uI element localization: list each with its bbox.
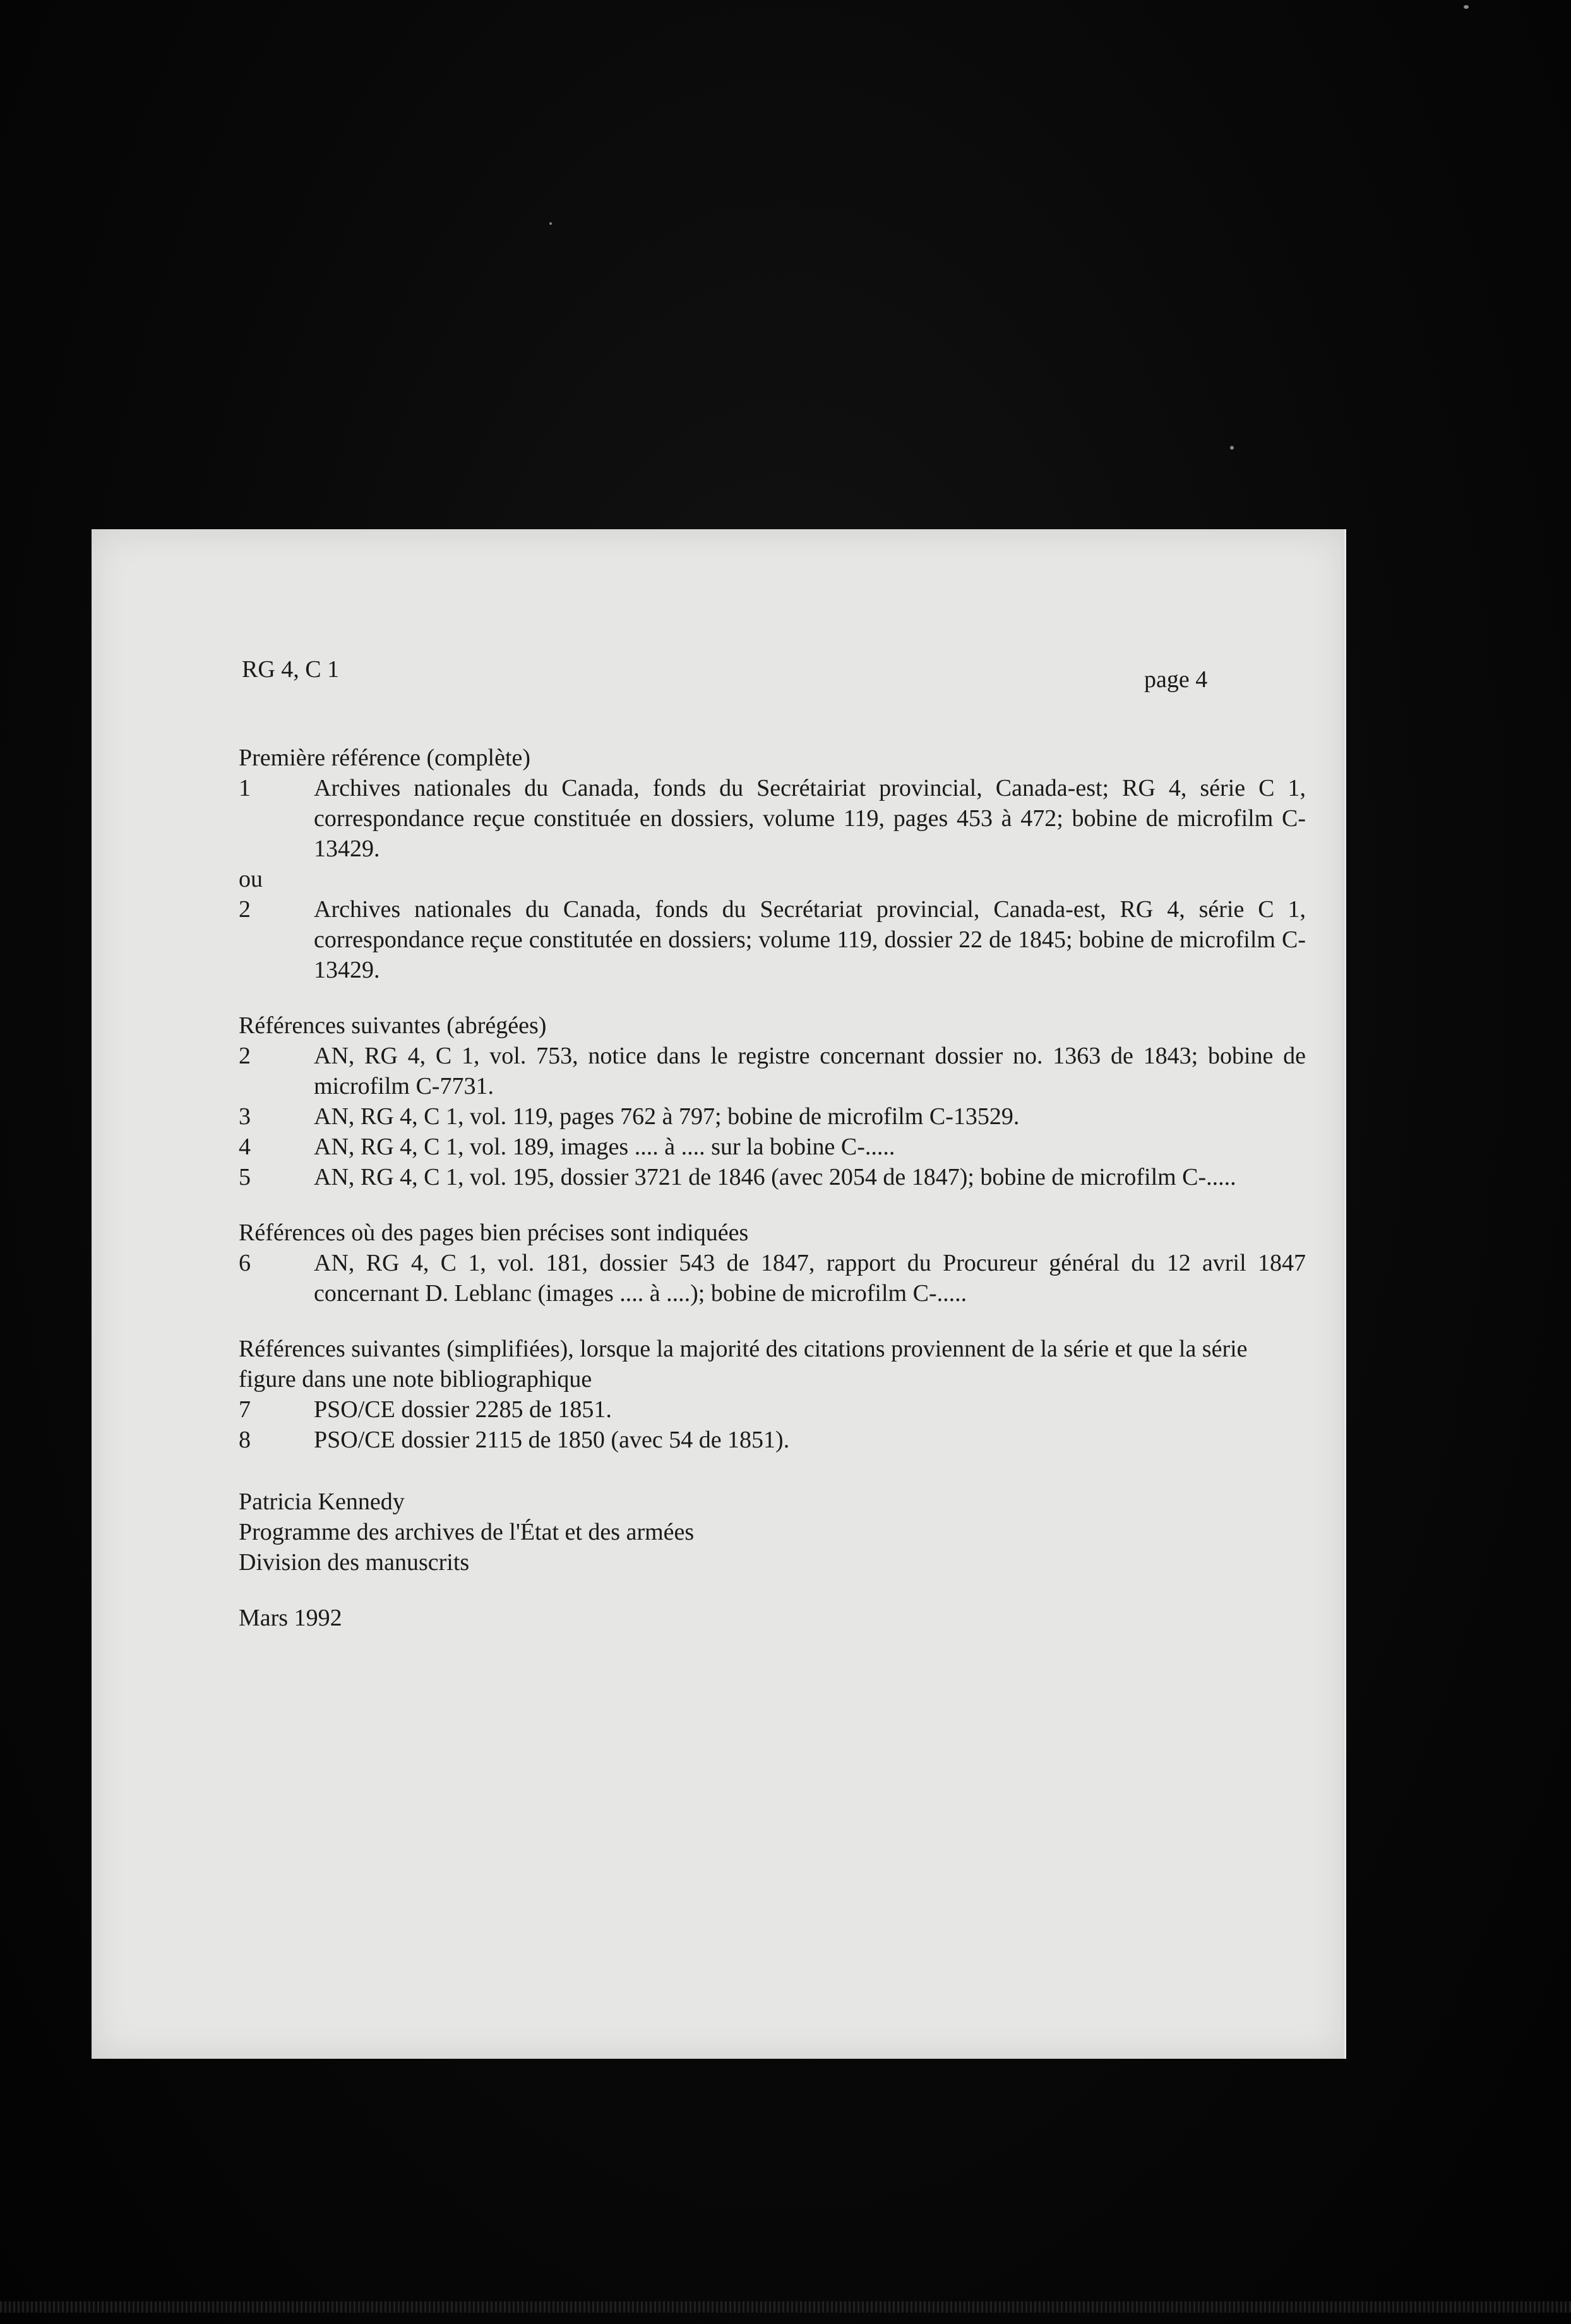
section-title: Références où des pages bien précises sont indiquées [239,1219,749,1246]
entry-text: PSO/CE dossier 2285 de 1851. [314,1396,612,1423]
page-number: page 4 [1144,666,1208,693]
document-reference: RG 4, C 1 [242,656,340,683]
entry-number: 7 [239,1396,251,1423]
reference-entry [239,773,1306,864]
entry-text: AN, RG 4, C 1, vol. 119, pages 762 à 797; bobine de microfilm C-13529. [314,1103,1020,1130]
reference-entry [239,1162,1306,1192]
page-edge [1342,529,1346,2059]
conjunction-text: ou [239,866,263,892]
signature-block [239,1487,1306,1578]
section-first-reference [239,743,1306,985]
reference-entry [239,1248,1306,1309]
dust-speck [549,222,552,225]
document-date: Mars 1992 [239,1605,342,1631]
dust-speck [1230,446,1234,450]
entry-number: 8 [239,1427,251,1453]
section-specific-pages [239,1218,1306,1309]
dust-speck [1464,5,1469,9]
section-title: Première référence (complète) [239,745,531,771]
entry-number: 2 [239,896,251,923]
entry-text: PSO/CE dossier 2115 de 1850 (avec 54 de 1851). [314,1427,790,1453]
entry-number: 5 [239,1164,251,1190]
reference-entry [239,1425,1306,1455]
section-abbreviated-references [239,1010,1306,1192]
author-name: Patricia Kennedy [239,1488,405,1515]
entry-text: Archives nationales du Canada, fonds du Secrétariat provincial, Canada-est, RG 4, série C 1, correspondance reçue constitutée en dossiers; volume 119, dossier 22 de 1845; bobine de microfilm C-13429. [314,896,1306,983]
section-simplified-references [239,1334,1306,1455]
entry-number: 1 [239,775,251,801]
entry-text: AN, RG 4, C 1, vol. 195, dossier 3721 de 1846 (avec 2054 de 1847); bobine de microfilm C-..... [314,1164,1236,1190]
reference-entry [239,1101,1306,1132]
entry-number: 2 [239,1043,251,1069]
section-title: Références suivantes (simplifiées), lorsque la majorité des citations proviennent de la série et que la série figure dans une note bibliographique [239,1336,1248,1393]
entry-text: AN, RG 4, C 1, vol. 181, dossier 543 de 1847, rapport du Procureur général du 12 avril 1847 concernant D. Leblanc (images .... à ....); bobine de microfilm C-..... [314,1250,1306,1307]
reference-entry [239,894,1306,985]
entry-number: 4 [239,1134,251,1160]
reference-entry [239,1132,1306,1162]
entry-text: AN, RG 4, C 1, vol. 189, images .... à .... sur la bobine C-..... [314,1134,895,1160]
document-page [92,529,1346,2059]
entry-text: Archives nationales du Canada, fonds du Secrétairiat provincial, Canada-est; RG 4, série C 1, correspondance reçue constituée en dossiers, volume 119, pages 453 à 472; bobine de microfilm C-13429. [314,775,1306,862]
entry-text: AN, RG 4, C 1, vol. 753, notice dans le registre concernant dossier no. 1363 de 1843; bobine de microfilm C-7731. [314,1043,1306,1099]
author-division: Division des manuscrits [239,1549,470,1576]
section-title: Références suivantes (abrégées) [239,1012,547,1039]
author-program: Programme des archives de l'État et des armées [239,1519,695,1545]
reference-entry [239,1394,1306,1425]
film-edge-strip [0,2301,1571,2313]
entry-number: 6 [239,1250,251,1276]
document-body [239,743,1306,1633]
entry-number: 3 [239,1103,251,1130]
reference-entry [239,1041,1306,1101]
